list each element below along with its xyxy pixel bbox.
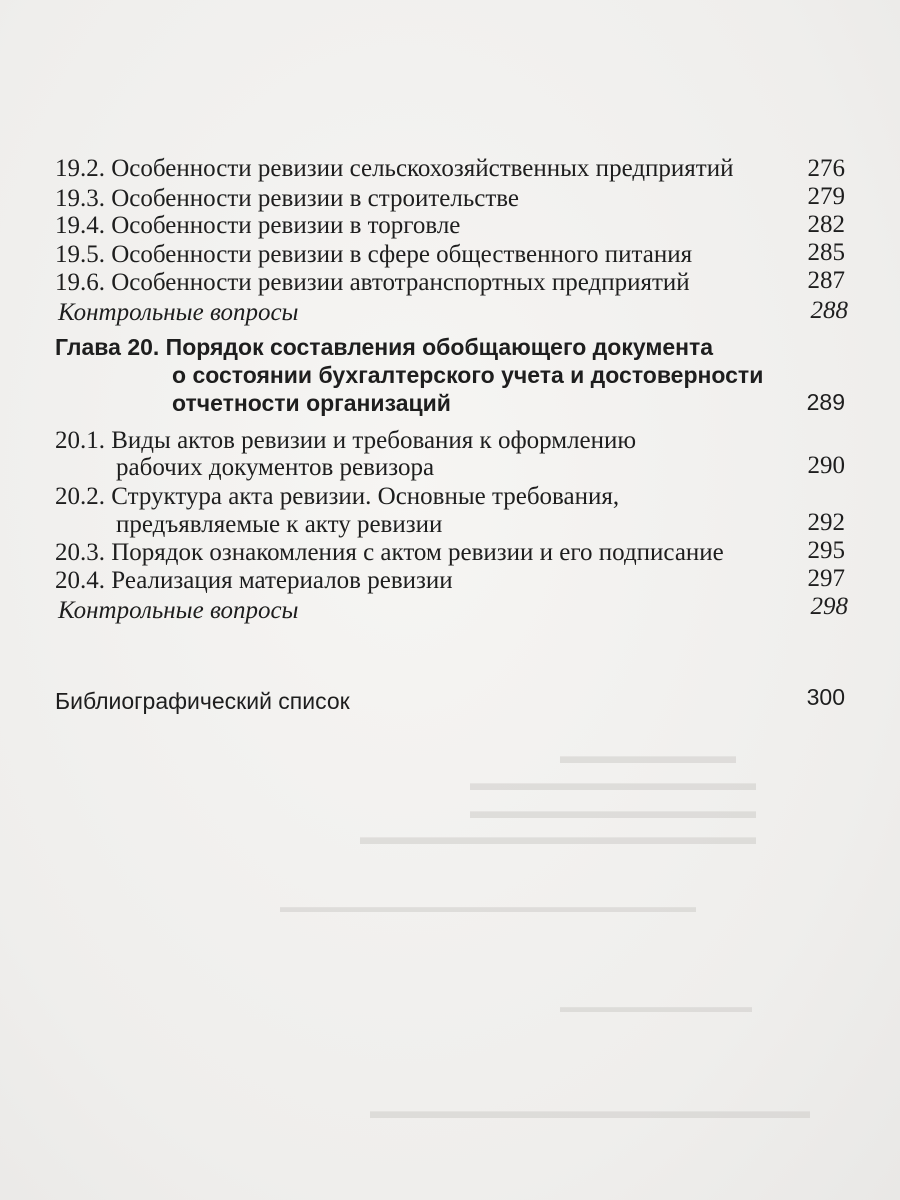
toc-bibliography: Библиографический список [55,688,350,714]
toc-entry-19-2: 19.2. Особенности ревизии сельскохозяйственных предприятий [55,155,734,182]
toc-questions-20: Контрольные вопросы [58,597,299,624]
toc-page-19-2: 276 [807,155,845,182]
toc-entry-20-2-line2: предъявляемые к акту ревизии [116,511,443,538]
toc-page-19-4: 282 [807,211,845,238]
chapter-20-heading-line3: отчетности организаций [172,390,451,416]
toc-page-20-3: 295 [807,537,845,564]
toc-entry-19-4: 19.4. Особенности ревизии в торговле [55,212,461,239]
toc-entry-19-3: 19.3. Особенности ревизии в строительстве [55,185,520,212]
toc-entry-20-3: 20.3. Порядок ознакомления с актом ревизии и его подписание [55,539,724,566]
toc-page-20-2: 292 [807,509,845,536]
toc-page-19-5: 285 [807,239,845,266]
toc-entry-20-1-line2: рабочих документов ревизора [116,454,435,481]
toc-page-20-4: 297 [807,565,845,592]
bleed-through-3: ▬▬▬▬▬▬▬▬▬▬▬▬▬ [470,798,756,823]
toc-questions-20-page: 298 [810,593,848,620]
chapter-20-heading-line1: Глава 20. Порядок составления обобщающего документа [55,334,714,360]
toc-page-19-6: 287 [807,267,845,294]
toc-entry-20-2-line1: 20.2. Структура акта ревизии. Основные требования, [55,483,620,510]
chapter-20-heading-line2: о состоянии бухгалтерского учета и достоверности [172,362,764,388]
bleed-through-2: ▬▬▬▬▬▬▬▬▬▬▬▬▬ [470,770,756,795]
bleed-through-4: ▬▬▬▬▬▬▬▬▬▬▬▬▬▬▬▬▬▬ [360,824,756,849]
toc-entry-19-6: 19.6. Особенности ревизии автотранспортных предприятий [55,269,690,296]
toc-questions-19-page: 288 [810,297,848,324]
toc-entry-20-4: 20.4. Реализация материалов ревизии [55,567,453,594]
toc-entry-20-1-line1: 20.1. Виды актов ревизии и требования к оформлению [55,427,637,454]
toc-bibliography-page: 300 [806,684,845,710]
toc-entry-19-5: 19.5. Особенности ревизии в сфере общественного питания [55,241,693,268]
toc-page-20-1: 290 [807,452,845,479]
toc-page-19-3: 279 [807,183,845,210]
bleed-through-1: ▬▬▬▬▬▬▬▬ [560,743,736,768]
chapter-20-page: 289 [806,389,845,415]
bleed-through-5: ▬▬▬▬▬▬▬▬▬▬▬▬▬▬▬▬▬▬▬▬▬▬▬▬▬▬ [280,899,696,916]
bleed-through-6: ▬▬▬▬▬▬▬▬▬▬▬▬ [560,999,752,1016]
bleed-through-7: ▬▬▬▬▬▬▬▬▬▬▬▬▬▬▬▬▬▬▬▬ [370,1098,810,1123]
toc-questions-19: Контрольные вопросы [58,299,299,326]
